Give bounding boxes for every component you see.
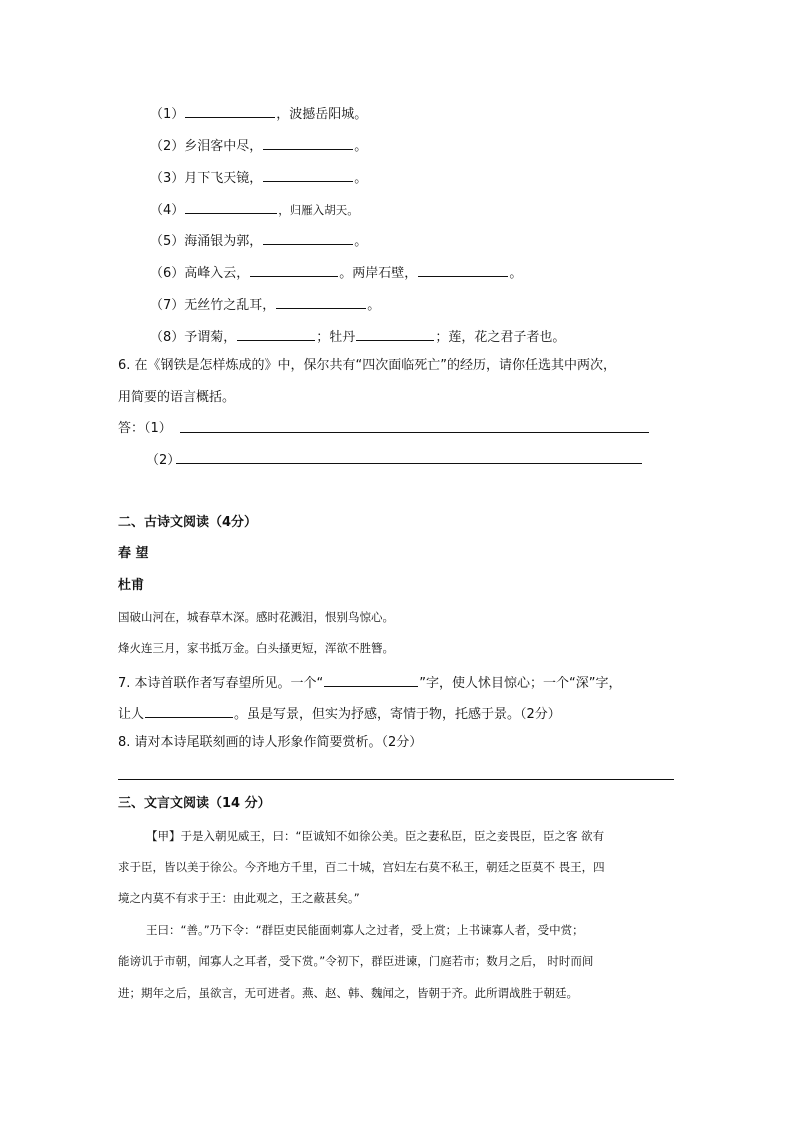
item-number: （4） bbox=[150, 203, 185, 218]
answer-1-line[interactable] bbox=[180, 432, 649, 433]
item-text: 。两岸石壁， bbox=[339, 266, 418, 281]
answer-2-label: （2） bbox=[146, 453, 181, 468]
question-6-line-1: 6. 在《钢铁是怎样炼成的》中，保尔共有“四次面临死亡”的经历，请你任选其中两次， bbox=[118, 358, 617, 373]
answer-blank[interactable] bbox=[263, 168, 353, 182]
fill-item-2 bbox=[150, 136, 367, 155]
answer-blank[interactable] bbox=[263, 231, 353, 245]
question-7-line-2 bbox=[118, 704, 561, 723]
item-number: （7） bbox=[150, 298, 185, 313]
answer-blank[interactable] bbox=[324, 673, 418, 687]
fill-item-3 bbox=[150, 168, 367, 187]
passage-1-line-1: 【甲】于是入朝见威王，曰：“臣诚知不如徐公美。臣之妻私臣，臣之妾畏臣，臣之客 欲有 bbox=[146, 829, 605, 843]
answer-8-line[interactable] bbox=[118, 779, 674, 780]
answer-blank[interactable] bbox=[185, 200, 277, 214]
poem-line-2: 烽火连三月，家书抵万金。白头搔更短，浑欲不胜簪。 bbox=[118, 641, 394, 655]
item-number: （8） bbox=[150, 330, 185, 345]
answer-blank[interactable] bbox=[263, 136, 353, 150]
item-number: （3） bbox=[150, 171, 185, 186]
item-text: ，归雁入胡天。 bbox=[278, 203, 359, 217]
fill-item-7 bbox=[150, 295, 380, 314]
item-text: 。 bbox=[367, 298, 381, 313]
item-text: 月下飞天镜， bbox=[184, 171, 263, 186]
passage-2-line-1: 王曰：“善。”乃下令：“群臣吏民能面刺寡人之过者，受上赏；上书谏寡人者，受中赏； bbox=[146, 923, 584, 937]
answer-blank[interactable] bbox=[250, 263, 338, 277]
section-2-heading: 二、古诗文阅读（4分） bbox=[118, 515, 258, 530]
answer-blank[interactable] bbox=[185, 104, 275, 118]
section-3-heading: 三、文言文阅读（14 分） bbox=[118, 796, 271, 811]
answer-blank[interactable] bbox=[237, 327, 315, 341]
item-text: 予谓菊， bbox=[184, 330, 237, 345]
item-number: （6） bbox=[150, 266, 185, 281]
item-text: 。 bbox=[354, 234, 368, 249]
poem-title: 春 望 bbox=[118, 546, 149, 561]
answer-blank[interactable] bbox=[145, 704, 233, 718]
passage-1-line-2: 求于臣，皆以美于徐公。今齐地方千里，百二十城，宫妇左右莫不私王，朝廷之臣莫不 畏王，四 bbox=[118, 860, 605, 874]
item-text: ；牡丹 bbox=[316, 330, 356, 345]
fill-item-6 bbox=[150, 263, 522, 282]
fill-item-4 bbox=[150, 200, 359, 219]
answer-blank[interactable] bbox=[276, 295, 366, 309]
answer-blank[interactable] bbox=[356, 327, 434, 341]
passage-1-line-3: 境之内莫不有求于王：由此观之，王之蔽甚矣。” bbox=[118, 891, 360, 905]
item-number: （2） bbox=[150, 139, 185, 154]
answer-2-line[interactable] bbox=[176, 463, 642, 464]
passage-2-line-3: 进；期年之后，虽欲言，无可进者。燕、赵、韩、魏闻之，皆朝于齐。此所谓战胜于朝廷。 bbox=[118, 986, 578, 1000]
item-text: 无丝竹之乱耳， bbox=[184, 298, 276, 313]
question-text: 让人 bbox=[118, 707, 145, 722]
question-text: 。虽是写景，但实为抒感，寄情于物，托感于景。（2分） bbox=[234, 707, 561, 722]
passage-2-line-2: 能谤讥于市朝，闻寡人之耳者，受下赏。”令初下，群臣进谏，门庭若市；数月之后， 时时而间 bbox=[118, 954, 594, 968]
question-8: 8. 请对本诗尾联刻画的诗人形象作简要赏析。（2分） bbox=[118, 735, 423, 750]
item-number: （5） bbox=[150, 234, 185, 249]
question-text: 7. 本诗首联作者写春望所见。一个“ bbox=[118, 676, 324, 691]
item-text: 海涌银为郭， bbox=[184, 234, 263, 249]
answer-blank[interactable] bbox=[418, 263, 508, 277]
question-7-line-1 bbox=[118, 673, 622, 692]
item-number: （1） bbox=[150, 107, 185, 122]
item-text: 。 bbox=[354, 171, 368, 186]
poem-line-1: 国破山河在，城春草木深。感时花溅泪，恨别鸟惊心。 bbox=[118, 610, 394, 624]
item-text: ；莲，花之君子者也。 bbox=[435, 330, 566, 345]
fill-item-5 bbox=[150, 231, 367, 250]
item-text: 乡泪客中尽， bbox=[184, 139, 263, 154]
question-6-line-2: 用简要的语言概括。 bbox=[118, 390, 236, 405]
item-text: 高峰入云， bbox=[184, 266, 250, 281]
item-text: 。 bbox=[509, 266, 523, 281]
answer-1-label: 答：（1） bbox=[118, 421, 172, 436]
fill-item-1 bbox=[150, 104, 367, 123]
item-text: ，波撼岳阳城。 bbox=[276, 107, 368, 122]
poem-author: 杜甫 bbox=[118, 578, 145, 593]
item-text: 。 bbox=[354, 139, 368, 154]
question-text: ”字，使人怵目惊心；一个“深”字， bbox=[419, 676, 622, 691]
fill-item-8 bbox=[150, 327, 565, 346]
